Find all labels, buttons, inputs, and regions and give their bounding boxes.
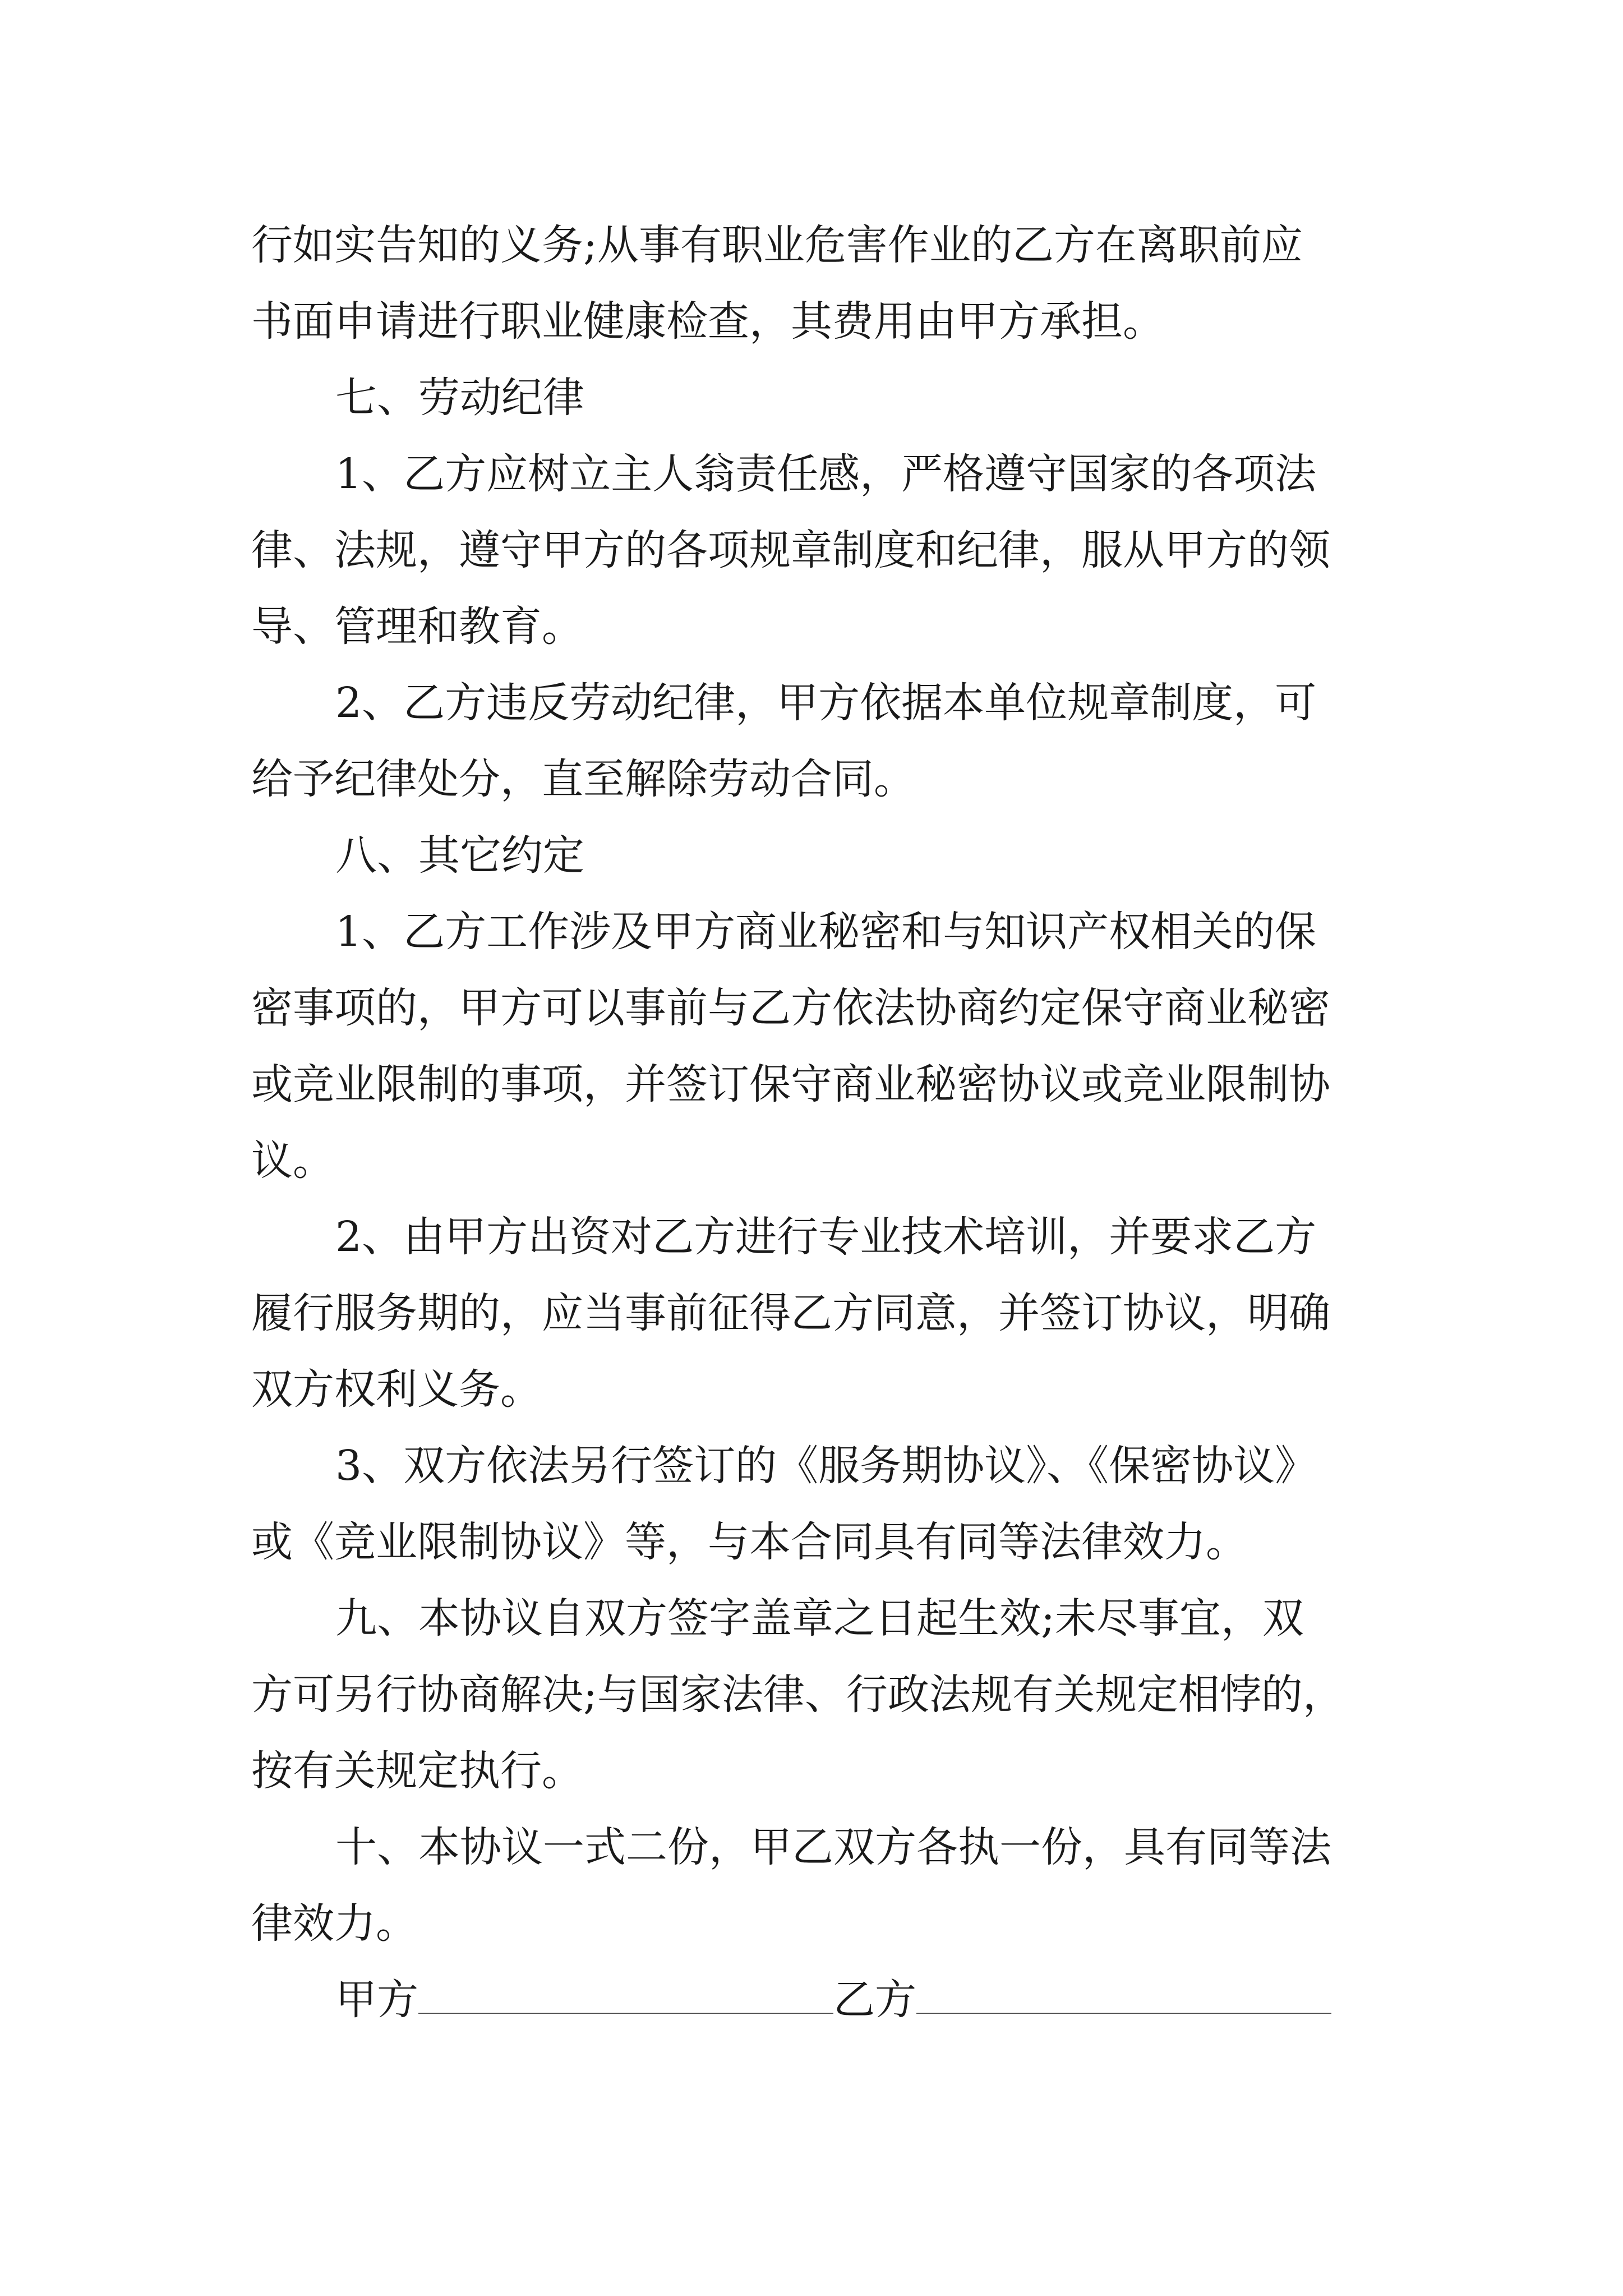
text-line: 履行服务期的，应当事前征得乙方同意，并签订协议，明确 — [251, 1289, 1330, 1337]
text-line: 导、管理和教育。 — [251, 602, 583, 651]
text-line: 1、乙方工作涉及甲方商业秘密和与知识产权相关的保 — [335, 908, 1317, 956]
text-line: 或竞业限制的事项，并签订保守商业秘密协议或竞业限制协 — [251, 1060, 1330, 1108]
party-a-label: 甲方 — [335, 1976, 418, 2024]
party-b-signature-field[interactable] — [916, 1979, 1331, 2014]
section-heading: 七、劳动纪律 — [335, 374, 584, 422]
text-line: 给予纪律处分，直至解除劳动合同。 — [251, 755, 915, 803]
section-heading: 八、其它约定 — [335, 831, 584, 880]
text-line: 十、本协议一式二份，甲乙双方各执一份，具有同等法 — [335, 1823, 1331, 1871]
text-line: 3、双方依法另行签订的《服务期协议》、《保密协议》 — [335, 1442, 1317, 1490]
text-line: 双方权利义务。 — [251, 1365, 542, 1414]
text-line: 2、乙方违反劳动纪律，甲方依据本单位规章制度，可 — [335, 679, 1317, 727]
text-line: 律、法规，遵守甲方的各项规章制度和纪律，服从甲方的领 — [251, 526, 1330, 574]
party-b-label: 乙方 — [833, 1976, 916, 2024]
text-line: 书面申请进行职业健康检查，其费用由甲方承担。 — [251, 297, 1164, 346]
text-line: 密事项的，甲方可以事前与乙方依法协商约定保守商业秘密 — [251, 984, 1330, 1032]
text-line: 2、由甲方出资对乙方进行专业技术培训，并要求乙方 — [335, 1213, 1317, 1261]
text-line: 1、乙方应树立主人翁责任感，严格遵守国家的各项法 — [335, 450, 1317, 498]
text-line: 行如实告知的义务;从事有职业危害作业的乙方在离职前应 — [251, 221, 1303, 269]
signature-line — [335, 1976, 1331, 2024]
text-line: 或《竞业限制协议》等，与本合同具有同等法律效力。 — [251, 1518, 1247, 1566]
text-line: 律效力。 — [251, 1899, 417, 1948]
text-line: 按有关规定执行。 — [251, 1747, 583, 1795]
text-line: 方可另行协商解决;与国家法律、行政法规有关规定相悖的， — [251, 1671, 1344, 1719]
text-line: 议。 — [251, 1137, 334, 1185]
party-a-signature-field[interactable] — [418, 1979, 833, 2014]
text-line: 九、本协议自双方签字盖章之日起生效;未尽事宜，双 — [335, 1594, 1304, 1642]
